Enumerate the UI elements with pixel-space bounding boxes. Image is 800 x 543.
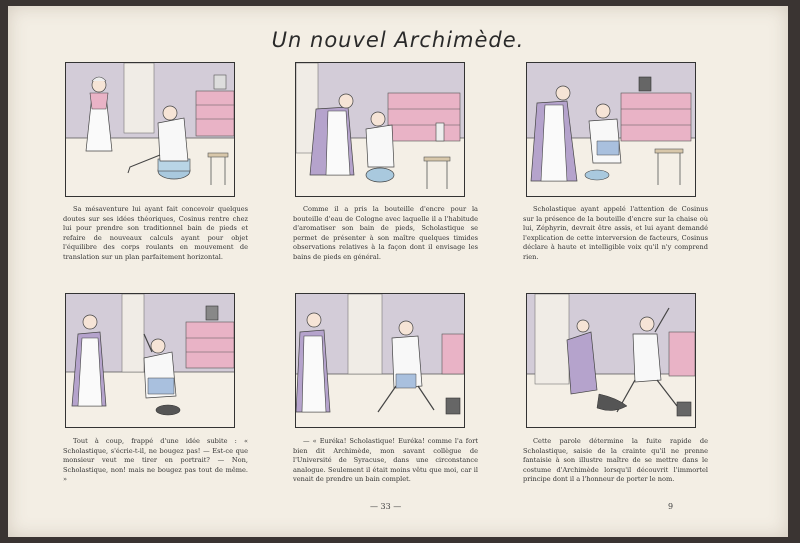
panel-6-caption: Cette parole détermine la fuite rapide de Scholastique, saisie de la crainte qu'il ne prenne fantaisie à son illustre maître de se mettre dans le costume d'Archimède lorsqu'il découvrit l'immortel principe dont il a l'honneur de porter le nom. xyxy=(523,437,708,484)
comic-panel-2 xyxy=(295,62,465,197)
panel-1-caption: Sa mésaventure lui ayant fait concevoir quelques doutes sur ses idées théoriques, Cosinus rentre chez lui pour prendre son traditionnel bain de pieds et refaire de nouveaux calculs ayant pour objet l'équilibre des corps roulants en mouvement de translation sur un plan parfaitement horizontal. xyxy=(63,205,248,261)
comic-page xyxy=(8,6,788,537)
page-number-center: — 33 — xyxy=(370,502,402,511)
panel-illustration-4 xyxy=(66,294,234,427)
comic-panel-4 xyxy=(65,293,235,428)
panel-3-caption: Scholastique ayant appelé l'attention de Cosinus sur la présence de la bouteille d'encre sur la chaise où lui, Zéphyrin, devrait être assis, et lui ayant demandé l'explication de cette interversion de facteurs, Cosinus déclare à haute et intelligible voix qu'il n'y comprend rien. xyxy=(523,205,708,261)
panel-5-caption: — « Euréka! Scholastique! Euréka! comme l'a fort bien dit Archimède, mon savant collègue de l'Université de Syracuse, dans une circonstance analogue. Seulement il était moins vêtu que moi, car il venait de prendre un bain complet. xyxy=(293,437,478,484)
panel-illustration-6 xyxy=(527,294,695,427)
panel-2-caption: Comme il a pris la bouteille d'encre pour la bouteille d'eau de Cologne avec laquelle il a l'habitude d'aromatiser son bain de pieds, Scholastique se permet de présenter à son maître quelques timides observations relatives à la façon dont il envisage les bains de pieds en général. xyxy=(293,205,478,261)
comic-panel-3 xyxy=(526,62,696,197)
panel-illustration-3 xyxy=(527,63,695,196)
comic-panel-5 xyxy=(295,293,465,428)
panel-illustration-5 xyxy=(296,294,464,427)
page-number-right: 9 xyxy=(668,502,674,511)
page-title: Un nouvel Archimède. xyxy=(271,28,525,52)
panel-illustration-2 xyxy=(296,63,464,196)
panel-illustration-1 xyxy=(66,63,234,196)
panel-4-caption: Tout à coup, frappé d'une idée subite : « Scholastique, s'écrie-t-il, ne bougez pas! — Est-ce que monsieur veut me tirer en portrait? — Non, Scholastique, non! mais ne bougez pas tout de même. » xyxy=(63,437,248,484)
comic-panel-1 xyxy=(65,62,235,197)
comic-panel-6 xyxy=(526,293,696,428)
